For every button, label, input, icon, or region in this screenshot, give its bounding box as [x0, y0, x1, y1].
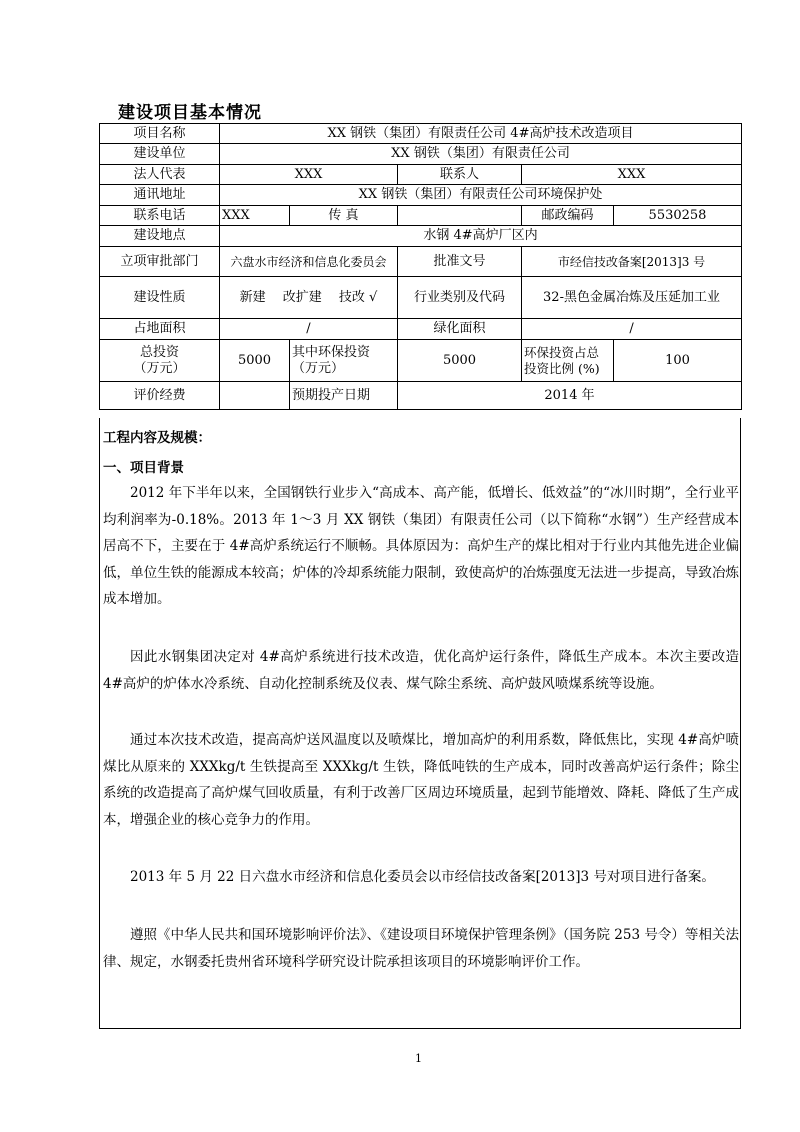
value-postcode: 5530258 [614, 206, 742, 226]
value-env-ratio: 100 [614, 340, 742, 382]
label-fee: 评价经费 [100, 382, 220, 410]
document-title: 建设项目基本情况 [118, 103, 262, 123]
paragraph-1: 2012 年下半年以来，全国钢铁行业步入“高成本、高产能，低增长、低效益”的“冰川时期”，全行业平均利润率为-0.18%。2013 年 1～3 月 XX 钢铁（集团）有限责任公司（以下简称“水钢”）生产经营成本居高不下，主要在于 4#高炉系统运行不顺畅。具体原因为：高炉生产的煤比相对于行业内其他先进企业偏低，单位生铁的能源成本较高；炉体的冷却系统能力限制，致使高炉的冶炼强度无法进一步提高，导致冶炼成本增加。 [103, 485, 739, 607]
label-date: 预期投产日期 [290, 382, 398, 410]
value-site: 水钢 4#高炉厂区内 [220, 226, 742, 247]
value-fee [220, 382, 290, 410]
label-nature: 建设性质 [100, 277, 220, 319]
label-builder: 建设单位 [100, 144, 220, 165]
value-invest: 5000 [220, 340, 290, 382]
value-approval-dept: 六盘水市经济和信息化委员会 [220, 247, 398, 277]
label-contact: 联系人 [398, 165, 522, 185]
label-industry: 行业类别及代码 [398, 277, 522, 319]
label-area: 占地面积 [100, 319, 220, 340]
value-legal-rep: XXX [220, 165, 398, 185]
value-industry: 32-黑色金属冶炼及压延加工业 [522, 277, 742, 319]
label-env-ratio: 环保投资占总投资比例 (%) [522, 340, 614, 382]
label-site: 建设地点 [100, 226, 220, 247]
label-phone: 联系电话 [100, 206, 220, 226]
label-invest: 总投资（万元） [100, 340, 220, 382]
label-approval-no: 批准文号 [398, 247, 522, 277]
label-legal-rep: 法人代表 [100, 165, 220, 185]
value-fax [398, 206, 522, 226]
value-approval-no: 市经信技改备案[2013]3 号 [522, 247, 742, 277]
page-number: 1 [415, 1052, 422, 1065]
value-nature: 新建 改扩建 技改 √ [220, 277, 398, 319]
value-builder: XX 钢铁（集团）有限责任公司 [220, 144, 742, 165]
value-env-invest: 5000 [398, 340, 522, 382]
label-green: 绿化面积 [398, 319, 522, 340]
label-postcode: 邮政编码 [522, 206, 614, 226]
label-approval-dept: 立项审批部门 [100, 247, 220, 277]
sub-heading: 一、项目背景 [103, 460, 184, 476]
label-address: 通讯地址 [100, 185, 220, 206]
label-env-invest: 其中环保投资（万元） [290, 340, 398, 382]
label-project-name: 项目名称 [100, 124, 220, 144]
value-green: / [522, 319, 742, 340]
value-project-name: XX 钢铁（集团）有限责任公司 4#高炉技术改造项目 [220, 124, 742, 144]
value-phone: XXX [220, 206, 290, 226]
section-heading: 工程内容及规模： [103, 430, 211, 446]
paragraph-5: 遵照《中华人民共和国环境影响评价法》、《建设项目环境保护管理条例》（国务院 253 号令）等相关法律、规定，水钢委托贵州省环境科学研究设计院承担该项目的环境影响评价工作。 [103, 927, 739, 970]
value-area: / [220, 319, 398, 340]
value-address: XX 钢铁（集团）有限责任公司环境保护处 [220, 185, 742, 206]
value-contact: XXX [522, 165, 742, 185]
paragraph-4: 2013 年 5 月 22 日六盘水市经济和信息化委员会以市经信技改备案[2013]3 号对项目进行备案。 [130, 869, 715, 885]
label-fax: 传 真 [290, 206, 398, 226]
project-content-box [99, 418, 741, 1029]
value-date: 2014 年 [398, 382, 742, 410]
paragraph-2: 因此水钢集团决定对 4#高炉系统进行技术改造，优化高炉运行条件，降低生产成本。本次主要改造 4#高炉的炉体水冷系统、自动化控制系统及仪表、煤气除尘系统、高炉鼓风喷煤系统等设施。 [103, 649, 739, 692]
project-info-table [99, 123, 742, 410]
paragraph-3: 通过本次技术改造，提高高炉送风温度以及喷煤比，增加高炉的利用系数，降低焦比，实现 4#高炉喷煤比从原来的 XXXkg/t 生铁提高至 XXXkg/t 生铁，降低吨铁的生产成本，同时改善高炉运行条件；除尘系统的改造提高了高炉煤气回收质量，有利于改善厂区周边环境质量，起到节能增效、降耗、降低了生产成本，增强企业的核心竞争力的作用。 [103, 732, 739, 828]
